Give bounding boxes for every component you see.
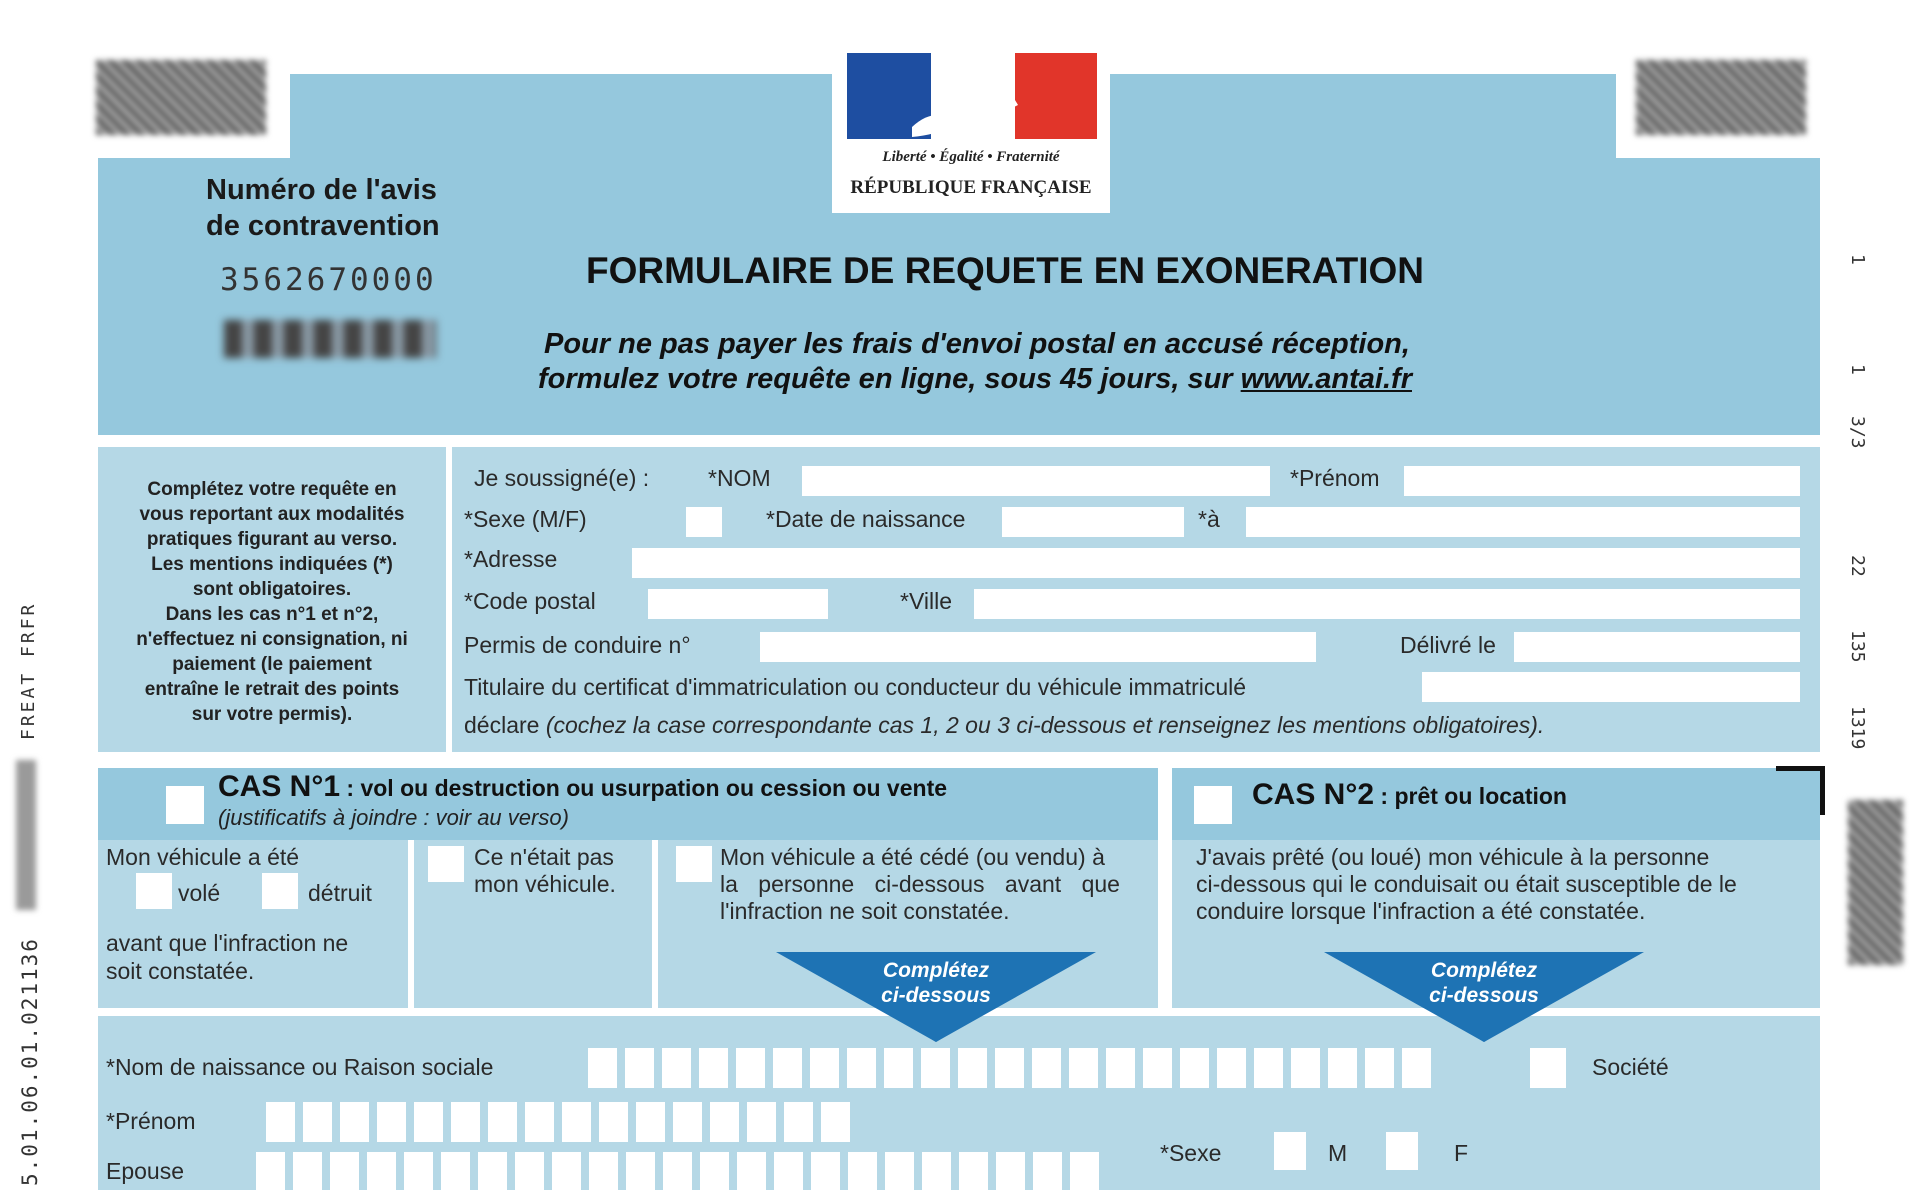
- sexe-f-checkbox[interactable]: [1386, 1132, 1418, 1170]
- character-cell[interactable]: [303, 1102, 332, 1142]
- character-cell[interactable]: [414, 1102, 443, 1142]
- cas1-col1-footer-line2: soit constatée.: [106, 958, 255, 984]
- societe-label: Société: [1592, 1054, 1669, 1080]
- instruction-line: sont obligatoires.: [192, 579, 352, 600]
- character-cell[interactable]: [562, 1102, 591, 1142]
- character-cell[interactable]: [710, 1102, 739, 1142]
- character-cell[interactable]: [774, 1152, 803, 1192]
- character-cell[interactable]: [367, 1152, 396, 1192]
- naissance-field[interactable]: [1002, 507, 1184, 537]
- character-cell[interactable]: [996, 1152, 1025, 1192]
- character-cell[interactable]: [1291, 1048, 1320, 1088]
- delivre-label: Délivré le: [1400, 632, 1496, 658]
- character-cell[interactable]: [1402, 1048, 1431, 1088]
- delivre-field[interactable]: [1514, 632, 1800, 662]
- cas1-col2-line2: mon véhicule.: [474, 871, 616, 897]
- right-margin-number: 3/3: [1847, 416, 1868, 449]
- permis-field[interactable]: [760, 632, 1316, 662]
- cas2-arrow-tip-icon: [1439, 1014, 1529, 1042]
- instruction-line: Complétez votre requête en: [147, 479, 397, 500]
- declare-instructions: (cochez la case correspondante cas 1, 2 ou 3 ci-dessous et renseignez les mentions obligatoires).: [539, 712, 1545, 738]
- naissance-label: *Date de naissance: [766, 506, 966, 532]
- right-margin-number: 1: [1847, 254, 1868, 265]
- character-cell[interactable]: [773, 1048, 802, 1088]
- character-cell[interactable]: [451, 1102, 480, 1142]
- titulaire-text: Titulaire du certificat d'immatriculation ou conducteur du véhicule immatriculé: [464, 674, 1247, 700]
- republic-logo: [832, 45, 1110, 213]
- sexe-m-checkbox[interactable]: [1274, 1132, 1306, 1170]
- instruction-line: entraîne le retrait des points: [144, 679, 400, 700]
- pas-mon-vehicule-checkbox[interactable]: [428, 846, 464, 882]
- cas1-subtitle: (justificatifs à joindre : voir au verso): [218, 805, 569, 830]
- character-cell[interactable]: [1143, 1048, 1172, 1088]
- instruction-line: Les mentions indiquées (*): [151, 554, 393, 575]
- character-cell[interactable]: [599, 1102, 628, 1142]
- avis-number: 3562670000: [220, 262, 437, 298]
- epouse-label: Epouse: [106, 1158, 185, 1184]
- right-margin-number: 22: [1847, 555, 1868, 577]
- avis-label-line2: de contravention: [206, 210, 440, 242]
- avis-number-blurred: [224, 320, 436, 358]
- character-cell[interactable]: [884, 1048, 913, 1088]
- cas1-arrow-line2: ci-dessous: [881, 984, 991, 1007]
- sexe-m-label: M: [1328, 1140, 1348, 1166]
- character-cell[interactable]: [478, 1152, 507, 1192]
- character-cell[interactable]: [266, 1102, 295, 1142]
- sexe-label: *Sexe (M/F): [464, 506, 587, 532]
- character-cell[interactable]: [821, 1102, 850, 1142]
- avis-label-line1: Numéro de l'avis: [206, 174, 437, 206]
- character-cell[interactable]: [673, 1102, 702, 1142]
- instruction-line: paiement (le paiement: [172, 654, 372, 675]
- antai-link[interactable]: www.antai.fr: [1240, 363, 1412, 395]
- declare-text: [464, 712, 1544, 739]
- soussigne-label: Je soussigné(e) :: [474, 465, 650, 491]
- instruction-line: n'effectuez ni consignation, ni: [136, 629, 408, 650]
- right-margin-number: 135: [1847, 630, 1868, 663]
- character-cell[interactable]: [625, 1048, 654, 1088]
- character-cell[interactable]: [525, 1102, 554, 1142]
- character-cell[interactable]: [636, 1102, 665, 1142]
- cas2-line2: ci-dessous qui le conduisait ou était susceptible de le: [1196, 871, 1737, 897]
- character-cell[interactable]: [293, 1152, 322, 1192]
- left-margin-code: 5.01.06.01.021136: [18, 937, 42, 1186]
- prenom-field[interactable]: [1404, 466, 1800, 496]
- character-cell[interactable]: [1254, 1048, 1283, 1088]
- character-cell[interactable]: [1328, 1048, 1357, 1088]
- nom-naissance-label: *Nom de naissance ou Raison sociale: [106, 1054, 494, 1080]
- cas2-arrow-line2: ci-dessous: [1429, 984, 1539, 1007]
- societe-checkbox[interactable]: [1530, 1048, 1566, 1088]
- character-cell[interactable]: [736, 1048, 765, 1088]
- cas1-col1-footer-line1: avant que l'infraction ne: [106, 930, 349, 956]
- character-cell[interactable]: [1217, 1048, 1246, 1088]
- character-cell[interactable]: [1180, 1048, 1209, 1088]
- character-cell[interactable]: [588, 1048, 617, 1088]
- character-cell[interactable]: [404, 1152, 433, 1192]
- vole-label: volé: [178, 880, 221, 906]
- declare-word: déclare: [464, 712, 540, 738]
- character-cell[interactable]: [1106, 1048, 1135, 1088]
- character-cell[interactable]: [488, 1102, 517, 1142]
- character-cell[interactable]: [626, 1152, 655, 1192]
- character-cell[interactable]: [552, 1152, 581, 1192]
- cas1-title-main: CAS N°1: [218, 770, 341, 803]
- instruction-line: pratiques figurant au verso.: [146, 529, 398, 550]
- character-cell[interactable]: [515, 1152, 544, 1192]
- subtitle-line2-text: formulez votre requête en ligne, sous 45 jours, sur: [538, 363, 1241, 395]
- ville-label: *Ville: [900, 588, 952, 614]
- cas1-col3-line2: la personne ci-dessous avant que: [720, 871, 1120, 897]
- character-cell[interactable]: [995, 1048, 1024, 1088]
- cas2-title: [1252, 778, 1567, 812]
- character-cell[interactable]: [747, 1102, 776, 1142]
- cas1-col3-line3: l'infraction ne soit constatée.: [720, 898, 1010, 924]
- sexe-f-label: F: [1454, 1140, 1469, 1166]
- qr-code-top-right: [1636, 60, 1806, 135]
- designee-sexe-label: *Sexe: [1160, 1140, 1222, 1166]
- cas2-arrow-line1: Complétez: [1430, 959, 1538, 982]
- cas2-checkbox[interactable]: [1194, 786, 1232, 824]
- character-cell[interactable]: [958, 1048, 987, 1088]
- cas2-title-rest: : prêt ou location: [1374, 783, 1567, 809]
- character-cell[interactable]: [340, 1102, 369, 1142]
- nom-naissance-cells[interactable]: [588, 1048, 1431, 1088]
- right-margin-number: 1: [1847, 364, 1868, 375]
- character-cell[interactable]: [699, 1048, 728, 1088]
- instruction-line: vous reportant aux modalités: [139, 504, 405, 525]
- cas1-col1-label: Mon véhicule a été: [106, 844, 300, 870]
- character-cell[interactable]: [1033, 1152, 1062, 1192]
- cas2-line3: conduire lorsque l'infraction a été constatée.: [1196, 898, 1646, 924]
- character-cell[interactable]: [1365, 1048, 1394, 1088]
- cas2-title-main: CAS N°2: [1252, 778, 1375, 811]
- character-cell[interactable]: [441, 1152, 470, 1192]
- character-cell[interactable]: [256, 1152, 285, 1192]
- character-cell[interactable]: [662, 1048, 691, 1088]
- cas2-line1: J'avais prêté (ou loué) mon véhicule à la personne: [1196, 844, 1710, 870]
- character-cell[interactable]: [810, 1048, 839, 1088]
- qr-code-right-side: [1848, 800, 1903, 965]
- qr-code-top-left: [96, 60, 266, 135]
- instructions-text: [98, 477, 446, 727]
- epouse-cells[interactable]: [256, 1152, 1099, 1192]
- cas1-title-rest: : vol ou destruction ou usurpation ou cession ou vente: [340, 775, 948, 801]
- prenom-label: *Prénom: [1290, 465, 1380, 491]
- cas1-arrow-tip-icon: [891, 1014, 981, 1042]
- subtitle-line2: [538, 363, 1412, 396]
- character-cell[interactable]: [1032, 1048, 1061, 1088]
- code-postal-label: *Code postal: [464, 588, 596, 614]
- detruit-checkbox[interactable]: [262, 873, 298, 909]
- character-cell[interactable]: [700, 1152, 729, 1192]
- character-cell[interactable]: [959, 1152, 988, 1192]
- lieu-naissance-label: *à: [1198, 506, 1220, 532]
- sexe-field[interactable]: [686, 507, 722, 537]
- designee-prenom-label: *Prénom: [106, 1108, 196, 1134]
- designee-prenom-cells[interactable]: [266, 1102, 850, 1142]
- character-cell[interactable]: [811, 1152, 840, 1192]
- marianne-profile-icon: [872, 55, 1072, 145]
- cede-checkbox[interactable]: [676, 846, 712, 882]
- nom-field[interactable]: [802, 466, 1270, 496]
- character-cell[interactable]: [377, 1102, 406, 1142]
- republic-motto: Liberté • Égalité • Fraternité: [882, 149, 1060, 165]
- right-margin-number: 1319: [1847, 706, 1868, 750]
- republic-name: RÉPUBLIQUE FRANÇAISE: [850, 177, 1092, 198]
- character-cell[interactable]: [848, 1152, 877, 1192]
- character-cell[interactable]: [663, 1152, 692, 1192]
- character-cell[interactable]: [737, 1152, 766, 1192]
- ville-field[interactable]: [974, 589, 1800, 619]
- cas1-arrow-line1: Complétez: [882, 959, 990, 982]
- instruction-line: sur votre permis).: [191, 704, 353, 725]
- character-cell[interactable]: [885, 1152, 914, 1192]
- character-cell[interactable]: [1069, 1048, 1098, 1088]
- cas1-col3-line1: Mon véhicule a été cédé (ou vendu) à: [720, 844, 1105, 870]
- form-title: FORMULAIRE DE REQUETE EN EXONERATION: [586, 250, 1425, 291]
- instruction-line: Dans les cas n°1 et n°2,: [165, 604, 379, 625]
- lieu-naissance-field[interactable]: [1246, 507, 1800, 537]
- permis-label: Permis de conduire n°: [464, 632, 691, 658]
- cas1-title: [218, 770, 947, 804]
- vole-checkbox[interactable]: [136, 873, 172, 909]
- left-margin-blur: [16, 760, 36, 910]
- character-cell[interactable]: [922, 1152, 951, 1192]
- cas1-checkbox[interactable]: [166, 786, 204, 824]
- character-cell[interactable]: [847, 1048, 876, 1088]
- code-postal-field[interactable]: [648, 589, 828, 619]
- adresse-label: *Adresse: [464, 546, 558, 572]
- titulaire-field[interactable]: [1422, 672, 1800, 702]
- character-cell[interactable]: [330, 1152, 359, 1192]
- left-margin-code2: FREAT FRFR: [18, 601, 39, 740]
- cas1-col2-line1: Ce n'était pas: [474, 844, 614, 870]
- detruit-label: détruit: [308, 880, 372, 906]
- nom-label: *NOM: [708, 465, 771, 491]
- subtitle-line1: Pour ne pas payer les frais d'envoi postal en accusé réception,: [544, 328, 1410, 360]
- adresse-field[interactable]: [632, 548, 1800, 578]
- character-cell[interactable]: [784, 1102, 813, 1142]
- character-cell[interactable]: [589, 1152, 618, 1192]
- character-cell[interactable]: [921, 1048, 950, 1088]
- corner-mark-icon: [1776, 766, 1825, 815]
- character-cell[interactable]: [1070, 1152, 1099, 1192]
